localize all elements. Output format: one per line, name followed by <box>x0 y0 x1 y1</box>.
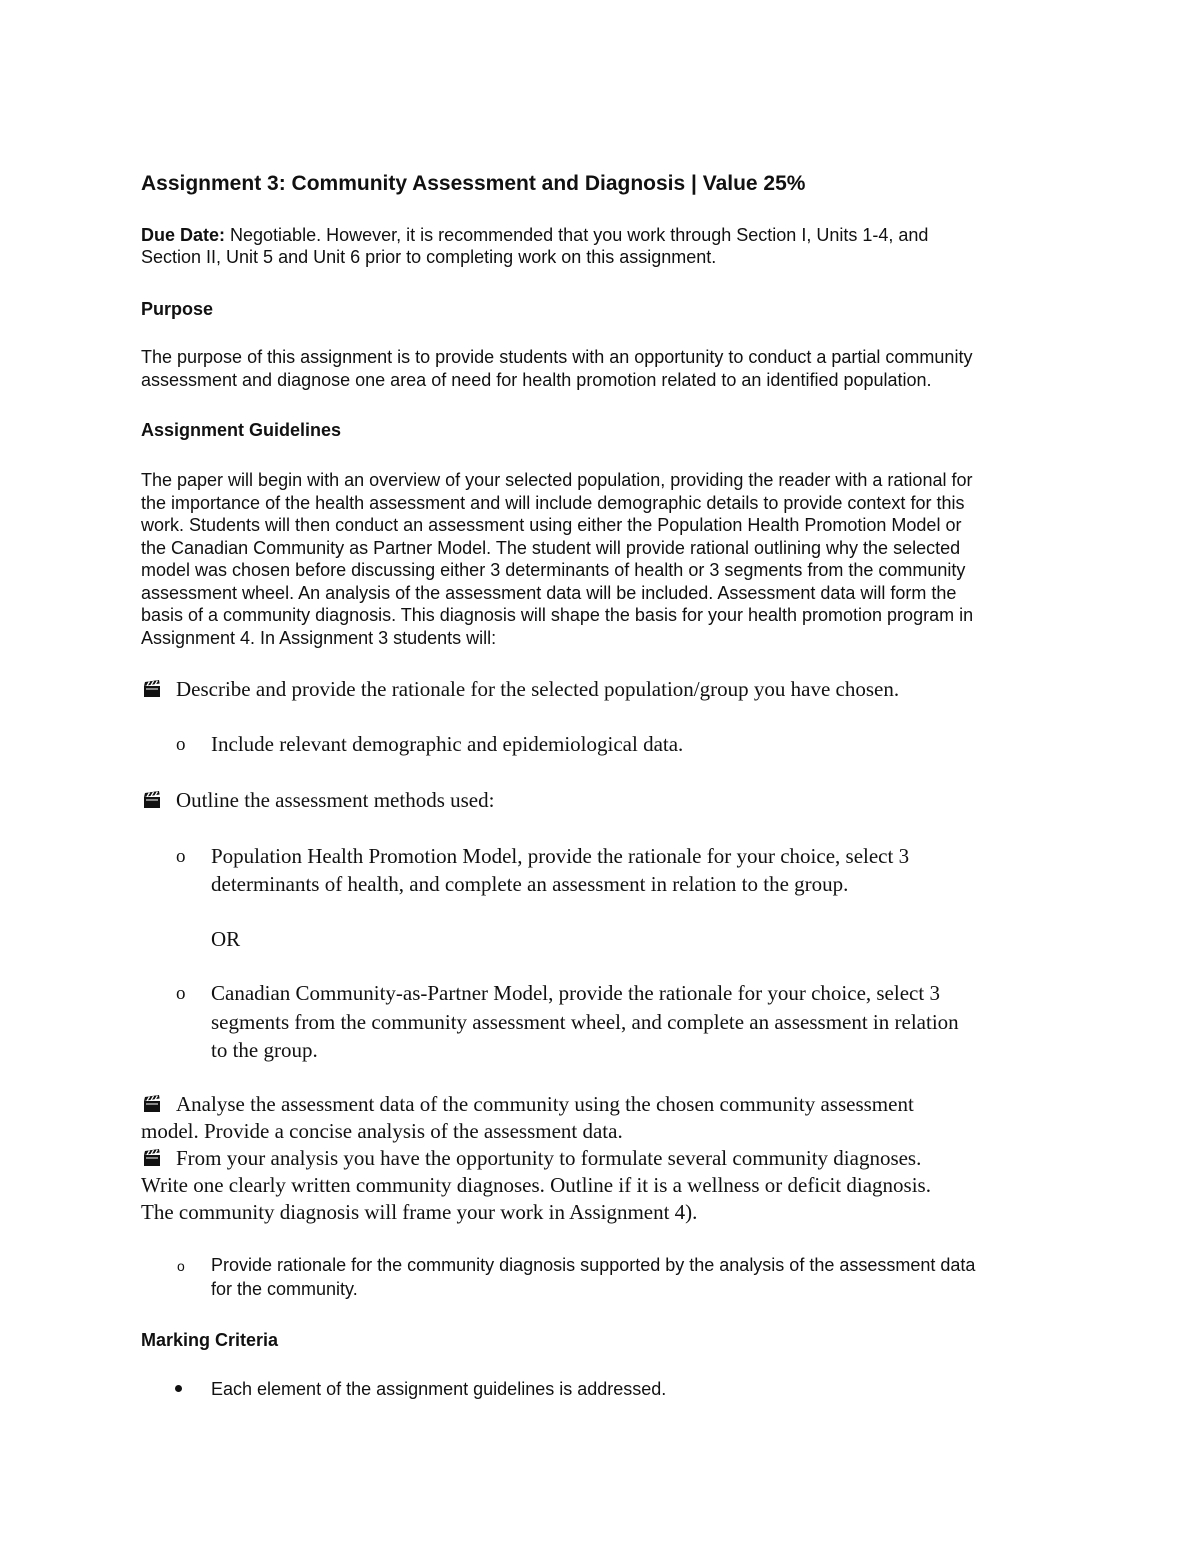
purpose-line: assessment and diagnose one area of need for health promotion related to an identified population. <box>141 370 932 390</box>
item-analyse: model. Provide a concise analysis of the assessment data. <box>141 1119 623 1143</box>
sub-bullet-icon: o <box>177 1258 185 1274</box>
page-title: Assignment 3: Community Assessment and Diagnosis | Value 25% <box>141 172 806 195</box>
guidelines-line: assessment wheel. An analysis of the assessment data will be included. Assessment data will form the <box>141 582 957 603</box>
guidelines-line: work. Students will then conduct an assessment using either the Population Health Promotion Model or <box>141 515 962 535</box>
guidelines-heading: Assignment Guidelines <box>141 420 342 440</box>
item-formulate: The community diagnosis will frame your work in Assignment 4). <box>141 1200 698 1224</box>
clapperboard-icon <box>142 679 162 699</box>
due-date-text: Negotiable. However, it is recommended that you work through Section I, Units 1-4, and <box>225 225 929 245</box>
item-formulate: From your analysis you have the opportunity to formulate several community diagnoses. <box>176 1146 922 1170</box>
due-date-label: Due Date: <box>141 225 226 245</box>
marking-heading: Marking Criteria <box>141 1330 279 1350</box>
purpose-line: The purpose of this assignment is to provide students with an opportunity to conduct a partial community <box>141 347 973 367</box>
guidelines-line: the Canadian Community as Partner Model. The student will provide rational outlining why the selected <box>141 537 961 558</box>
item-outline: Outline the assessment methods used: <box>176 788 495 812</box>
sub-bullet-icon: o <box>176 846 186 867</box>
item-ccap: to the group. <box>211 1038 318 1062</box>
item-ccap: segments from the community assessment wheel, and complete an assessment in relation <box>211 1010 959 1034</box>
clapperboard-icon <box>142 790 162 810</box>
guidelines-line: The paper will begin with an overview of your selected population, providing the reader with a rational for <box>141 470 973 490</box>
item-rationale: for the community. <box>211 1279 358 1299</box>
item-describe: Describe and provide the rationale for the selected population/group you have chosen. <box>176 677 900 701</box>
sub-bullet-icon: o <box>176 983 186 1004</box>
guidelines-line: model was chosen before discussing either 3 determinants of health or 3 segments from the community <box>141 560 966 580</box>
dot-bullet-icon <box>175 1385 182 1392</box>
purpose-heading: Purpose <box>141 299 214 319</box>
marking-item: Each element of the assignment guidelines is addressed. <box>211 1379 667 1399</box>
guidelines-line: basis of a community diagnosis. This diagnosis will shape the basis for your health promotion program in <box>141 605 974 625</box>
guidelines-line: Assignment 4. In Assignment 3 students will: <box>141 627 497 648</box>
item-formulate: Write one clearly written community diagnoses. Outline if it is a wellness or deficit diagnosis. <box>141 1173 931 1197</box>
item-ccap: Canadian Community-as-Partner Model, provide the rationale for your choice, select 3 <box>211 981 940 1005</box>
clapperboard-icon <box>142 1094 162 1114</box>
item-rationale: Provide rationale for the community diagnosis supported by the analysis of the assessment data <box>211 1255 976 1275</box>
clapperboard-icon <box>142 1148 162 1168</box>
guidelines-paragraph <box>141 469 973 649</box>
due-date-text-2: Section II, Unit 5 and Unit 6 prior to completing work on this assignment. <box>141 247 717 267</box>
sub-bullet-icon: o <box>176 734 186 755</box>
guidelines-line: the importance of the health assessment and will include demographic details to provide context for this <box>141 492 965 513</box>
due-date-line <box>141 224 1061 247</box>
item-analyse: Analyse the assessment data of the community using the chosen community assessment <box>176 1092 914 1116</box>
item-or: OR <box>211 927 241 951</box>
item-phpm: Population Health Promotion Model, provide the rationale for your choice, select 3 <box>211 844 910 868</box>
item-phpm: determinants of health, and complete an assessment in relation to the group. <box>211 872 849 896</box>
item-demographic: Include relevant demographic and epidemiological data. <box>211 732 684 756</box>
